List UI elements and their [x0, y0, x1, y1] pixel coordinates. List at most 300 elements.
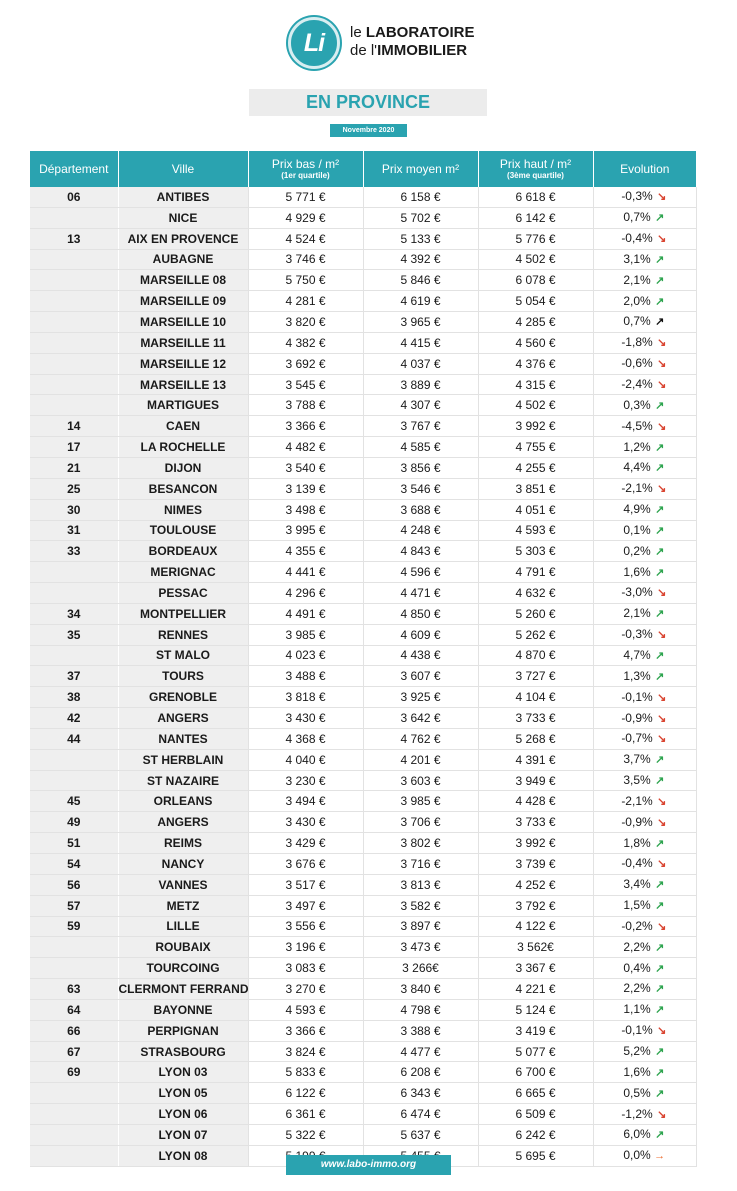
evolution-cell	[593, 416, 696, 437]
price-high-cell: 4 122 €	[478, 916, 593, 937]
trend-up-icon: ↗	[655, 754, 665, 767]
price-high-cell: 6 700 €	[478, 1062, 593, 1083]
evolution-cell	[593, 708, 696, 729]
city-cell: MARSEILLE 11	[118, 332, 248, 353]
departement-cell: 69	[30, 1062, 118, 1083]
evolution-value: 0,1%	[623, 522, 651, 537]
trend-up-icon: ↗	[655, 879, 665, 892]
evolution-value: 2,1%	[623, 272, 651, 287]
evolution-cell	[593, 666, 696, 687]
city-cell: BESANCON	[118, 478, 248, 499]
evolution-cell	[593, 187, 696, 207]
price-high-cell: 5 077 €	[478, 1041, 593, 1062]
trend-down-icon: ↘	[657, 420, 667, 433]
city-cell: LILLE	[118, 916, 248, 937]
evolution-cell	[593, 395, 696, 416]
trend-up-icon: ↗	[655, 441, 665, 454]
trend-up-icon: ↗	[655, 649, 665, 662]
price-high-cell: 6 509 €	[478, 1104, 593, 1125]
trend-up-icon: ↗	[655, 1066, 665, 1079]
page-title: EN PROVINCE	[249, 89, 487, 116]
price-low-cell: 6 361 €	[248, 1104, 363, 1125]
price-low-cell: 3 196 €	[248, 937, 363, 958]
price-mid-cell: 3 582 €	[363, 895, 478, 916]
city-cell: TOURS	[118, 666, 248, 687]
trend-up-icon: ↗	[655, 670, 665, 683]
table-row	[30, 958, 696, 979]
evolution-value: 0,3%	[623, 397, 651, 412]
price-high-cell: 4 428 €	[478, 791, 593, 812]
evolution-cell	[593, 228, 696, 249]
table-row	[30, 374, 696, 395]
price-low-cell: 3 746 €	[248, 249, 363, 270]
evolution-cell	[593, 207, 696, 228]
departement-cell: 14	[30, 416, 118, 437]
price-high-cell: 3 562€	[478, 937, 593, 958]
logo-mark-text: Li	[303, 28, 325, 57]
table-row	[30, 791, 696, 812]
price-mid-cell: 3 985 €	[363, 791, 478, 812]
evolution-value: 3,4%	[623, 877, 651, 892]
evolution-value: -0,7%	[621, 731, 653, 746]
city-cell: MARSEILLE 08	[118, 270, 248, 291]
city-cell: STRASBOURG	[118, 1041, 248, 1062]
evolution-cell	[593, 874, 696, 895]
price-low-cell: 3 556 €	[248, 916, 363, 937]
city-cell: PESSAC	[118, 583, 248, 604]
departement-cell	[30, 312, 118, 333]
price-high-cell: 5 303 €	[478, 541, 593, 562]
departement-cell: 38	[30, 687, 118, 708]
price-mid-cell: 6 343 €	[363, 1083, 478, 1104]
city-cell: METZ	[118, 895, 248, 916]
evolution-value: 4,7%	[623, 647, 651, 662]
evolution-cell	[593, 833, 696, 854]
price-mid-cell: 3 925 €	[363, 687, 478, 708]
evolution-value: -2,1%	[621, 481, 653, 496]
logo-line1-prefix: le	[350, 24, 366, 41]
departement-cell	[30, 1104, 118, 1125]
evolution-cell	[593, 270, 696, 291]
date-badge: Novembre 2020	[330, 124, 407, 137]
price-mid-cell: 3 716 €	[363, 854, 478, 875]
city-cell: REIMS	[118, 833, 248, 854]
table-row	[30, 270, 696, 291]
trend-down-icon: ↘	[657, 858, 667, 871]
table-row	[30, 916, 696, 937]
departement-cell	[30, 1145, 118, 1166]
trend-down-icon: ↘	[657, 1108, 667, 1121]
price-mid-cell: 4 201 €	[363, 749, 478, 770]
evolution-cell	[593, 645, 696, 666]
evolution-cell	[593, 562, 696, 583]
table-row	[30, 833, 696, 854]
price-low-cell: 3 540 €	[248, 457, 363, 478]
table-row	[30, 1124, 696, 1145]
evolution-value: 1,8%	[623, 835, 651, 850]
price-high-cell: 4 755 €	[478, 437, 593, 458]
logo-line1: LABORATOIRE	[365, 24, 475, 41]
departement-cell: 34	[30, 603, 118, 624]
price-high-cell: 4 791 €	[478, 562, 593, 583]
price-high-cell: 5 124 €	[478, 999, 593, 1020]
departement-cell: 25	[30, 478, 118, 499]
price-mid-cell: 6 474 €	[363, 1104, 478, 1125]
price-mid-cell: 4 596 €	[363, 562, 478, 583]
city-cell: RENNES	[118, 624, 248, 645]
col-header-prix-bas: Prix bas / m² (1er quartile)	[248, 151, 363, 187]
price-low-cell: 4 382 €	[248, 332, 363, 353]
price-low-cell: 4 524 €	[248, 228, 363, 249]
table-row	[30, 1041, 696, 1062]
evolution-cell	[593, 958, 696, 979]
table-row	[30, 874, 696, 895]
evolution-cell	[593, 437, 696, 458]
evolution-cell	[593, 520, 696, 541]
price-low-cell: 4 593 €	[248, 999, 363, 1020]
trend-up-icon: ↗	[655, 316, 665, 329]
price-low-cell: 5 750 €	[248, 270, 363, 291]
city-cell: VANNES	[118, 874, 248, 895]
price-low-cell: 3 824 €	[248, 1041, 363, 1062]
trend-down-icon: ↘	[657, 483, 667, 496]
city-cell: LYON 06	[118, 1104, 248, 1125]
city-cell: ST HERBLAIN	[118, 749, 248, 770]
trend-up-icon: ↗	[655, 1129, 665, 1142]
price-mid-cell: 3 688 €	[363, 499, 478, 520]
evolution-value: 1,2%	[623, 439, 651, 454]
price-mid-cell: 3 607 €	[363, 666, 478, 687]
price-high-cell: 6 142 €	[478, 207, 593, 228]
city-cell: GRENOBLE	[118, 687, 248, 708]
table-row	[30, 854, 696, 875]
departement-cell: 64	[30, 999, 118, 1020]
price-high-cell: 6 618 €	[478, 187, 593, 207]
price-mid-cell: 3 642 €	[363, 708, 478, 729]
city-cell: CLERMONT FERRAND	[118, 979, 248, 1000]
evolution-cell	[593, 312, 696, 333]
price-low-cell: 3 139 €	[248, 478, 363, 499]
trend-up-icon: ↗	[655, 212, 665, 225]
price-low-cell: 4 482 €	[248, 437, 363, 458]
evolution-cell	[593, 603, 696, 624]
brand-logo	[288, 17, 475, 73]
trend-down-icon: ↘	[657, 587, 667, 600]
price-high-cell: 3 733 €	[478, 812, 593, 833]
table-row	[30, 645, 696, 666]
table-row	[30, 332, 696, 353]
departement-cell: 35	[30, 624, 118, 645]
price-low-cell: 3 517 €	[248, 874, 363, 895]
price-low-cell: 3 818 €	[248, 687, 363, 708]
city-cell: MARSEILLE 10	[118, 312, 248, 333]
departement-cell: 66	[30, 1020, 118, 1041]
price-table	[30, 151, 697, 1167]
col-header-evolution: Evolution	[593, 151, 696, 187]
price-low-cell: 3 788 €	[248, 395, 363, 416]
price-high-cell: 4 560 €	[478, 332, 593, 353]
price-mid-cell: 5 133 €	[363, 228, 478, 249]
evolution-cell	[593, 979, 696, 1000]
evolution-value: 2,2%	[623, 939, 651, 954]
evolution-cell	[593, 1062, 696, 1083]
trend-up-icon: ↗	[655, 900, 665, 913]
departement-cell: 44	[30, 728, 118, 749]
evolution-value: -0,1%	[621, 689, 653, 704]
evolution-value: -0,3%	[621, 627, 653, 642]
table-row	[30, 478, 696, 499]
table-row	[30, 999, 696, 1020]
city-cell: TOULOUSE	[118, 520, 248, 541]
price-mid-cell: 4 248 €	[363, 520, 478, 541]
departement-cell	[30, 749, 118, 770]
departement-cell: 37	[30, 666, 118, 687]
col-subheader-1er-quartile: (1er quartile)	[281, 170, 330, 180]
col-header-prix-haut: Prix haut / m² (3ème quartile)	[478, 151, 593, 187]
price-low-cell: 4 296 €	[248, 583, 363, 604]
departement-cell	[30, 958, 118, 979]
price-mid-cell: 3 266€	[363, 958, 478, 979]
col-header-prix-moyen: Prix moyen m²	[363, 151, 478, 187]
table-row	[30, 312, 696, 333]
evolution-cell	[593, 895, 696, 916]
city-cell: AIX EN PROVENCE	[118, 228, 248, 249]
trend-up-icon: ↗	[655, 274, 665, 287]
price-high-cell: 4 502 €	[478, 249, 593, 270]
evolution-value: 4,4%	[623, 460, 651, 475]
price-low-cell: 3 430 €	[248, 812, 363, 833]
trend-up-icon: ↗	[655, 941, 665, 954]
city-cell: ANGERS	[118, 812, 248, 833]
price-mid-cell: 6 158 €	[363, 187, 478, 207]
evolution-value: 1,6%	[623, 564, 651, 579]
city-cell: LYON 05	[118, 1083, 248, 1104]
price-mid-cell: 4 609 €	[363, 624, 478, 645]
evolution-cell	[593, 583, 696, 604]
trend-up-icon: ↗	[655, 608, 665, 621]
evolution-value: -0,2%	[621, 918, 653, 933]
price-mid-cell: 6 208 €	[363, 1062, 478, 1083]
departement-cell: 63	[30, 979, 118, 1000]
evolution-value: 0,2%	[623, 543, 651, 558]
price-high-cell: 5 262 €	[478, 624, 593, 645]
departement-cell	[30, 270, 118, 291]
trend-up-icon: ↗	[655, 1046, 665, 1059]
trend-up-icon: ↗	[655, 462, 665, 475]
table-row	[30, 728, 696, 749]
evolution-cell	[593, 1083, 696, 1104]
evolution-cell	[593, 374, 696, 395]
table-row	[30, 1104, 696, 1125]
evolution-value: -0,6%	[621, 356, 653, 371]
departement-cell: 54	[30, 854, 118, 875]
price-low-cell: 3 230 €	[248, 770, 363, 791]
evolution-cell	[593, 770, 696, 791]
price-mid-cell: 4 585 €	[363, 437, 478, 458]
city-cell: LYON 07	[118, 1124, 248, 1145]
price-mid-cell: 3 546 €	[363, 478, 478, 499]
evolution-cell	[593, 291, 696, 312]
price-low-cell: 3 820 €	[248, 312, 363, 333]
evolution-value: 2,1%	[623, 606, 651, 621]
departement-cell: 42	[30, 708, 118, 729]
price-mid-cell: 3 767 €	[363, 416, 478, 437]
logo-line2-prefix: de l'	[350, 42, 378, 59]
trend-down-icon: ↘	[657, 358, 667, 371]
city-cell: NICE	[118, 207, 248, 228]
price-high-cell: 4 870 €	[478, 645, 593, 666]
price-low-cell: 3 676 €	[248, 854, 363, 875]
table-row	[30, 1083, 696, 1104]
price-low-cell: 3 497 €	[248, 895, 363, 916]
departement-cell: 51	[30, 833, 118, 854]
table-row	[30, 395, 696, 416]
evolution-cell	[593, 1104, 696, 1125]
departement-cell: 33	[30, 541, 118, 562]
website-link[interactable]: www.labo-immo.org	[286, 1155, 451, 1175]
evolution-value: 1,3%	[623, 668, 651, 683]
price-low-cell: 3 985 €	[248, 624, 363, 645]
evolution-cell	[593, 916, 696, 937]
evolution-value: 0,5%	[623, 1085, 651, 1100]
price-high-cell: 4 285 €	[478, 312, 593, 333]
city-cell: MARTIGUES	[118, 395, 248, 416]
price-low-cell: 4 491 €	[248, 603, 363, 624]
table-row	[30, 187, 696, 207]
price-low-cell: 3 429 €	[248, 833, 363, 854]
col-header-departement: Département	[30, 151, 118, 187]
evolution-value: -3,0%	[621, 585, 653, 600]
city-cell: BORDEAUX	[118, 541, 248, 562]
evolution-value: -2,1%	[621, 793, 653, 808]
trend-up-icon: ↗	[655, 983, 665, 996]
price-low-cell: 4 355 €	[248, 541, 363, 562]
table-row	[30, 291, 696, 312]
table-row	[30, 749, 696, 770]
price-low-cell: 3 545 €	[248, 374, 363, 395]
evolution-value: -0,9%	[621, 710, 653, 725]
price-low-cell: 3 995 €	[248, 520, 363, 541]
departement-cell	[30, 645, 118, 666]
table-row	[30, 937, 696, 958]
city-cell: NANTES	[118, 728, 248, 749]
departement-cell: 30	[30, 499, 118, 520]
departement-cell: 57	[30, 895, 118, 916]
price-high-cell: 4 252 €	[478, 874, 593, 895]
price-mid-cell: 4 307 €	[363, 395, 478, 416]
evolution-value: 4,9%	[623, 502, 651, 517]
evolution-cell	[593, 1145, 696, 1166]
evolution-value: 1,1%	[623, 1002, 651, 1017]
departement-cell: 49	[30, 812, 118, 833]
city-cell: MARSEILLE 09	[118, 291, 248, 312]
price-mid-cell: 4 415 €	[363, 332, 478, 353]
price-low-cell: 5 833 €	[248, 1062, 363, 1083]
price-mid-cell: 3 388 €	[363, 1020, 478, 1041]
price-mid-cell: 4 392 €	[363, 249, 478, 270]
price-low-cell: 3 498 €	[248, 499, 363, 520]
evolution-value: -0,9%	[621, 814, 653, 829]
price-low-cell: 4 441 €	[248, 562, 363, 583]
evolution-value: -1,2%	[621, 1106, 653, 1121]
table-row	[30, 1062, 696, 1083]
price-high-cell: 6 242 €	[478, 1124, 593, 1145]
table-row	[30, 437, 696, 458]
trend-up-icon: ↗	[655, 253, 665, 266]
departement-cell	[30, 332, 118, 353]
city-cell: ORLEANS	[118, 791, 248, 812]
table-header-row	[30, 151, 696, 187]
table-row	[30, 895, 696, 916]
price-low-cell: 6 122 €	[248, 1083, 363, 1104]
departement-cell	[30, 770, 118, 791]
evolution-cell	[593, 791, 696, 812]
table-row	[30, 979, 696, 1000]
departement-cell	[30, 395, 118, 416]
evolution-value: -0,4%	[621, 856, 653, 871]
departement-cell	[30, 207, 118, 228]
price-high-cell: 3 992 €	[478, 416, 593, 437]
evolution-value: 0,7%	[623, 314, 651, 329]
logo-wordmark	[350, 24, 474, 60]
evolution-value: 6,0%	[623, 1127, 651, 1142]
table-body	[30, 187, 696, 1166]
table-row	[30, 603, 696, 624]
evolution-cell	[593, 687, 696, 708]
table-row	[30, 541, 696, 562]
price-mid-cell: 3 802 €	[363, 833, 478, 854]
trend-down-icon: ↘	[657, 379, 667, 392]
evolution-value: 2,0%	[623, 293, 651, 308]
trend-up-icon: ↗	[655, 399, 665, 412]
trend-down-icon: ↘	[657, 337, 667, 350]
table-row	[30, 687, 696, 708]
departement-cell	[30, 249, 118, 270]
trend-down-icon: ↘	[657, 712, 667, 725]
logo-mark-icon	[288, 17, 340, 69]
price-high-cell: 3 739 €	[478, 854, 593, 875]
price-mid-cell: 4 798 €	[363, 999, 478, 1020]
city-cell: MONTPELLIER	[118, 603, 248, 624]
price-low-cell: 3 488 €	[248, 666, 363, 687]
evolution-value: -4,5%	[621, 418, 653, 433]
evolution-cell	[593, 1124, 696, 1145]
evolution-cell	[593, 332, 696, 353]
price-mid-cell: 5 702 €	[363, 207, 478, 228]
departement-cell	[30, 1124, 118, 1145]
trend-down-icon: ↘	[657, 1025, 667, 1038]
table-row	[30, 457, 696, 478]
price-mid-cell: 4 477 €	[363, 1041, 478, 1062]
price-low-cell: 4 929 €	[248, 207, 363, 228]
col-header-ville: Ville	[118, 151, 248, 187]
departement-cell: 31	[30, 520, 118, 541]
trend-up-icon: ↗	[655, 295, 665, 308]
evolution-value: 1,5%	[623, 898, 651, 913]
price-mid-cell: 5 637 €	[363, 1124, 478, 1145]
evolution-value: 3,1%	[623, 251, 651, 266]
evolution-cell	[593, 499, 696, 520]
evolution-cell	[593, 353, 696, 374]
evolution-cell	[593, 854, 696, 875]
price-mid-cell: 3 603 €	[363, 770, 478, 791]
trend-up-icon: ↗	[655, 1087, 665, 1100]
departement-cell: 13	[30, 228, 118, 249]
price-mid-cell: 4 471 €	[363, 583, 478, 604]
table-row	[30, 666, 696, 687]
evolution-cell	[593, 812, 696, 833]
city-cell: BAYONNE	[118, 999, 248, 1020]
